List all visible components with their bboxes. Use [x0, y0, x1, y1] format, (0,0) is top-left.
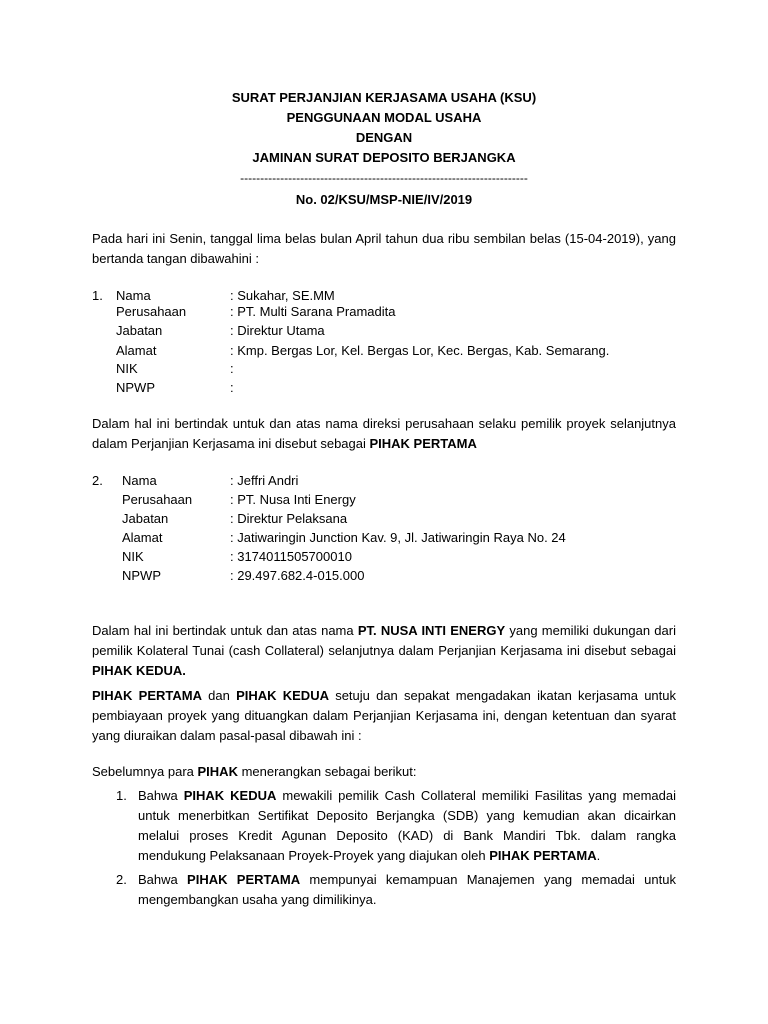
preamble-bold: PIHAK [197, 764, 238, 779]
list-item-segment: mewakili pemilik Cash Collateral memiliki Fasilitas yang memadai untuk menerbitkan Sertifikat Deposito Berjangka (SDB) yang kemudian akan dicairkan melalui proses Kredit Agunan Deposito (KAD) di Bank Mandiri Tbk. dalam rangka mendukung Pelaksanaan Proyek-Proyek yang diajukan oleh [138, 788, 676, 863]
party-1-desc-bold: PIHAK PERTAMA [369, 436, 477, 451]
party-1-value: : Kmp. Bergas Lor, Kel. Bergas Lor, Kec. Bergas, Kab. Semarang. [230, 343, 610, 358]
preamble-line [92, 762, 676, 782]
agreement-party-2: PIHAK KEDUA [236, 688, 329, 703]
document-number: No. 02/KSU/MSP-NIE/IV/2019 [295, 192, 473, 207]
party-2-value: : Direktur Pelaksana [230, 511, 348, 526]
party-2-label: Alamat [122, 530, 163, 545]
party-2-label: NIK [122, 549, 144, 564]
list-item-bold: PIHAK PERTAMA [187, 872, 301, 887]
list-item-text [138, 786, 676, 866]
agreement-text: dan [201, 688, 237, 703]
party-1-description [92, 414, 676, 454]
party-2-description [92, 621, 676, 681]
list-item-segment: Bahwa [138, 872, 188, 887]
party-2-desc-text: Dalam hal ini bertindak untuk dan atas nama [92, 623, 358, 638]
list-item-number: 1. [116, 788, 127, 803]
party-2-value: : PT. Nusa Inti Energy [230, 492, 356, 507]
party-2-label: NPWP [122, 568, 161, 583]
party-1-label: Nama [116, 288, 151, 303]
intro-paragraph: Pada hari ini Senin, tanggal lima belas bulan April tahun dua ribu sembilan belas (15-04-2019), yang bertanda tangan dibawahini : [92, 231, 676, 266]
party-1-value: : PT. Multi Sarana Pramadita [230, 304, 396, 319]
party-1-value: : Sukahar, SE.MM [230, 288, 335, 303]
agreement-text: setuju dan sepakat mengadakan ikatan kerjasama untuk pembiayaan proyek yang dituangkan dalam Perjanjian Kerjasama ini, dengan ketentuan dan syarat yang diuraikan dalam pasal-pasal dibawah ini : [92, 688, 676, 743]
party-2-desc-text: yang memiliki dukungan dari pemilik Kolateral Tunai (cash Collateral) selanjutnya dalam Perjanjian Kerjasama ini disebut sebagai [92, 623, 676, 658]
party-2-value: : Jatiwaringin Junction Kav. 9, Jl. Jatiwaringin Raya No. 24 [230, 530, 566, 545]
list-item-bold: PIHAK PERTAMA [489, 848, 597, 863]
party-1-number: 1. [92, 288, 103, 303]
preamble-text: menerangkan sebagai berikut: [237, 764, 417, 779]
title-line-3: DENGAN [355, 130, 413, 145]
party-1-label: Jabatan [116, 323, 163, 338]
party-2-label: Jabatan [122, 511, 169, 526]
party-1-label: NIK [116, 361, 138, 376]
list-item-segment: Bahwa [138, 788, 184, 803]
party-1-desc-text: Dalam hal ini bertindak untuk dan atas nama direksi perusahaan selaku pemilik proyek selanjutnya dalam Perjanjian Kerjasama ini disebut sebagai [92, 416, 676, 451]
party-1-label: NPWP [116, 380, 155, 395]
preamble-text: Sebelumnya para [92, 764, 198, 779]
party-1-label: Perusahaan [116, 304, 187, 319]
list-item-number: 2. [116, 872, 127, 887]
agreement-paragraph [92, 686, 676, 746]
list-item-segment: . [596, 848, 601, 863]
agreement-party-1: PIHAK PERTAMA [92, 688, 202, 703]
party-2-desc-company: PT. NUSA INTI ENERGY [357, 623, 506, 638]
party-1-value: : Direktur Utama [230, 323, 325, 338]
title-line-1: SURAT PERJANJIAN KERJASAMA USAHA (KSU) [231, 90, 537, 105]
party-2-label: Perusahaan [122, 492, 193, 507]
list-item-text [138, 870, 676, 910]
party-1-label: Alamat [116, 343, 157, 358]
party-2-value: : 3174011505700010 [230, 549, 352, 564]
separator-dashes: ------------------------------------------------------------------------ [240, 171, 528, 185]
party-2-desc-bold: PIHAK KEDUA. [92, 663, 186, 678]
list-item-bold: PIHAK KEDUA [183, 788, 277, 803]
party-1-value: : [230, 361, 234, 376]
party-2-value: : Jeffri Andri [230, 473, 299, 488]
list-item-segment: mempunyai kemampuan Manajemen yang memadai untuk mengembangkan usaha yang dimilikinya. [138, 872, 676, 907]
title-line-2: PENGGUNAAN MODAL USAHA [286, 110, 482, 125]
party-2-number: 2. [92, 473, 103, 488]
party-2-value: : 29.497.682.4-015.000 [230, 568, 365, 583]
party-2-label: Nama [122, 473, 157, 488]
party-1-value: : [230, 380, 234, 395]
title-line-4: JAMINAN SURAT DEPOSITO BERJANGKA [252, 150, 516, 165]
